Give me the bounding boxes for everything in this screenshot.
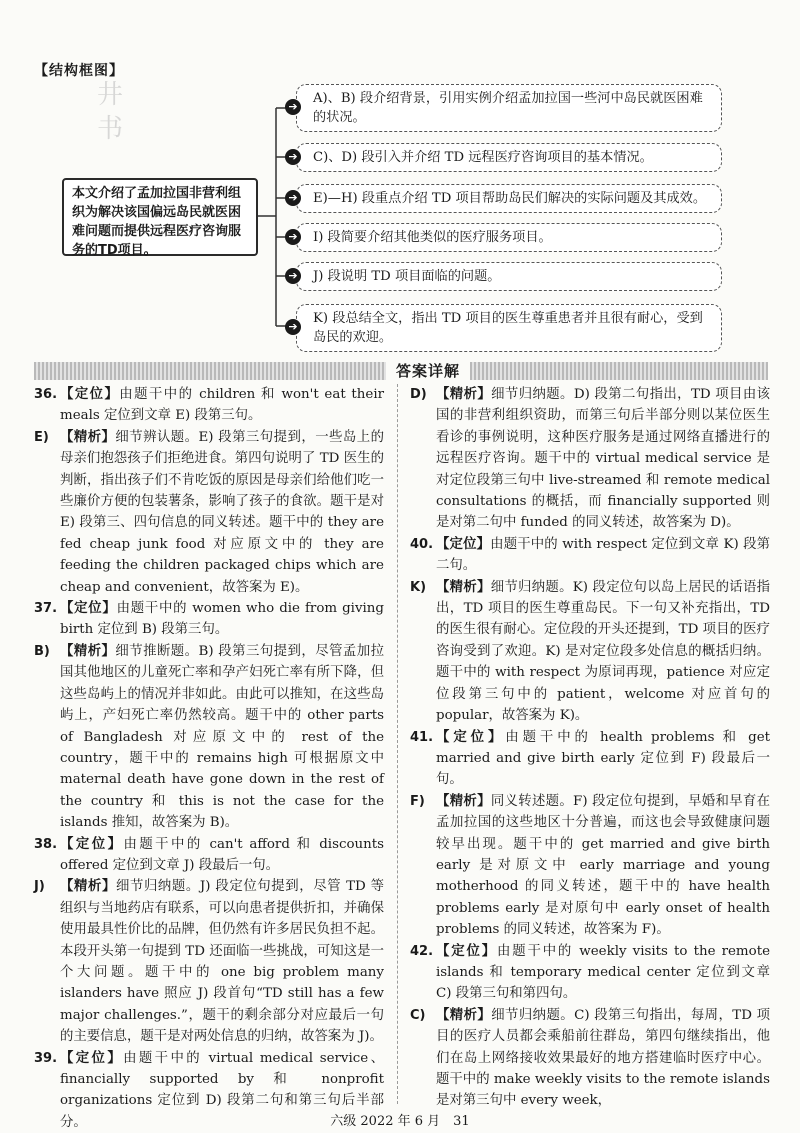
entry-tag: 【精析】 [436,793,491,809]
framework-item [288,143,722,172]
entry-marker: F) [410,793,425,809]
bracket-connector [258,80,298,340]
entry-text: 细节归纳题。D) 段第二句指出，TD 项目由该国的非营利组织资助，而第三句后半部分则以某位医生看诊的事例说明，这种医疗服务是通过网络直播进行的远程医疗咨询。题干中的 virtual medical service 是对定位段第三句中 live-streamed 和 remote medical consultations 的概括，而 financially supported 则是对第二句中 funded 的同义转述，故答案为 D)。 [436,387,771,531]
entry-tag: 【精析】 [60,879,116,895]
entry-marker: 39. [34,1050,58,1066]
framework-item-text: E)—H) 段重点介绍 TD 项目帮助岛民们解决的实际问题及其成效。 [313,191,707,206]
entry-marker: K) [410,579,427,595]
arrow-bullet-icon: ➔ [285,268,301,284]
watermark-char: 井 [96,80,123,110]
answer-entry [34,384,384,427]
entry-marker: B) [34,643,50,659]
entry-text: 细节归纳题。K) 段定位句以岛上居民的话语指出，TD 项目的医生尊重岛民。下一句又补充指出，TD 的医生很有耐心。定位段的开头还提到，TD 项目的医疗咨询受到了欢迎。K) 是对定位段多处信息的概括归纳。题干中的 with respect 为原词再现，patience 对应定位段第三句中的 patient，welcome 对应首句的 popular，故答案为 K)。 [436,579,771,724]
arrow-bullet-icon: ➔ [285,229,301,245]
arrow-bullet-icon: ➔ [285,149,301,165]
watermark-stamp [86,78,134,178]
entry-text: 细节归纳题。C) 段第三句指出，每周，TD 项目的医疗人员都会乘船前往群岛，第四句继续指出，他们在岛上网络接收效果最好的地方搭建临时医疗中心。题干中的 make weekly visits to the remote islands 是对第三句中 every week， [436,1007,771,1109]
entry-tag: 【定位】 [436,536,491,552]
entry-text: 由题干中的 virtual medical service、financially supported by 和 nonprofit organizations 定位到 D) 段第二句和第三句后半部分。 [60,1050,384,1130]
framework-item-text: K) 段总结全文，指出 TD 项目的医生尊重患者并且很有耐心，受到岛民的欢迎。 [313,311,703,345]
page-footer: 六级 2022 年 6 月 31 [330,1114,470,1129]
answer-column-left [34,384,384,1133]
answer-entry [410,791,770,941]
framework-item [288,84,722,132]
entry-marker: C) [410,1007,426,1023]
entry-tag: 【精析】 [436,1007,492,1023]
summary-box: 本文介绍了孟加拉国非营利组织为解决该国偏远岛民就医困难问题而提供远程医疗咨询服务的TD项目。 [62,178,258,256]
entry-tag: 【定位】 [436,943,497,959]
framework-item [288,223,722,252]
entry-marker: D) [410,387,427,402]
answer-entry [410,941,770,1005]
entry-marker: 40. [410,536,434,552]
entry-marker: E) [34,429,49,445]
entry-marker: J) [34,879,45,895]
entry-tag: 【定位】 [60,1050,124,1066]
entry-text: 同义转述题。F) 段定位句提到，早婚和早育在孟加拉国的这些地区十分普遍，而这也会导致健康问题较早出现。题干中的 get married and give birth early 是对原文中 early marriage and young motherhood 的同义转述，题干中的 have health problems early 是对原句中 early onset of health problems 的同义转述，故答案为 F)。 [436,793,770,938]
answer-column-right [410,384,770,1112]
entry-marker: 36. [34,387,58,402]
answer-entry [410,727,770,791]
answer-entry [34,834,384,877]
answer-entry [34,641,384,834]
entry-marker: 38. [34,836,58,852]
entry-tag: 【精析】 [436,387,492,402]
section-title: 答案详解 [386,362,470,380]
answer-entry [410,577,770,727]
entry-marker: 41. [410,729,434,745]
framework-item-text: C)、D) 段引入并介绍 TD 远程医疗咨询项目的基本情况。 [313,150,653,165]
column-divider [397,384,398,1104]
framework-item [288,184,722,213]
entry-text: 细节辨认题。E) 段第三句提到，一些岛上的母亲们抱怨孩子们拒绝进食。第四句说明了 TD 医生的判断，指出孩子们不肯吃饭的原因是母亲们给他们吃一些廉价方便的包装薯条，影响了孩子的食欲。题干是对 E) 段第三、四句信息的同义转述。题干中的 they are fed cheap junk food 对应原文中的 they are feeding the children packaged chips which are cheap and convenient，故答案为 E)。 [60,429,384,595]
answer-entry [410,1005,770,1112]
entry-text: 由题干中的 children 和 won't eat their meals 定位到文章 E) 段第三句。 [60,387,385,424]
entry-marker: 42. [410,943,434,959]
framework-item [288,262,722,291]
entry-marker: 37. [34,601,58,617]
framework-item-text: A)、B) 段介绍背景，引用实例介绍孟加拉国一些河中岛民就医困难的状况。 [313,91,703,125]
arrow-bullet-icon: ➔ [285,190,301,206]
entry-tag: 【定位】 [436,729,506,745]
entry-tag: 【精析】 [60,429,116,445]
entry-tag: 【定位】 [60,836,124,852]
watermark-char: 书 [96,114,123,144]
arrow-bullet-icon: ➔ [285,99,301,115]
answer-entry [410,384,770,534]
entry-tag: 【精析】 [60,643,116,659]
answer-entry [34,427,384,598]
answer-entry [34,598,384,641]
entry-text: 细节推断题。B) 段第三句提到，尽管孟加拉国其他地区的儿童死亡率和孕产妇死亡率有所下降，但这些岛屿上的情况并非如此。由此可以推知，在这些岛屿上，产妇死亡率仍然较高。题干中的 other parts of Bangladesh 对应原文中的 rest of the country，题干中的 remains high 可根据原文中 maternal death have gone down in the rest of the country 和 this is not the case for the islands 推知，故答案为 B)。 [60,643,385,831]
entry-text: 由题干中的 weekly visits to the remote islands 和 temporary medical center 定位到文章 C) 段第三句和第四句。 [436,943,770,1002]
framework-item-text: I) 段简要介绍其他类似的医疗服务项目。 [313,230,552,245]
entry-text: 细节归纳题。J) 段定位句提到，尽管 TD 等组织与当地药店有联系，可以向患者提供折扣，并确保使用最具性价比的品牌，但仍然有许多居民负担不起。本段开头第一句提到 TD 还面临一些挑战，可知这是一个大问题。题干中的 one big problem many islanders have 照应 J) 段首句“TD still has a few major challenges.”，题干的剩余部分对应最后一句的主要信息，题干是对两处信息的归纳，故答案为 J)。 [60,879,385,1045]
entry-tag: 【精析】 [436,579,491,595]
entry-text: 由题干中的 health problems 和 get married and give birth early 定位到 F) 段最后一句。 [436,729,771,788]
section-banner [34,362,768,380]
entry-tag: 【定位】 [60,387,120,402]
entry-text: 由题干中的 with respect 定位到文章 K) 段第二句。 [436,536,771,574]
arrow-bullet-icon: ➔ [285,319,301,335]
entry-text: 由题干中的 can't afford 和 discounts offered 定位到文章 J) 段最后一句。 [60,836,385,873]
entry-tag: 【定位】 [60,601,117,617]
framework-item-text: J) 段说明 TD 项目面临的问题。 [313,269,501,284]
framework-item [288,304,722,352]
framework-title: 【结构框图】 [34,63,124,79]
answer-entry [410,534,770,577]
entry-text: 由题干中的 women who die from giving birth 定位到 B) 段第三句。 [60,601,384,638]
answer-entry [34,876,384,1047]
